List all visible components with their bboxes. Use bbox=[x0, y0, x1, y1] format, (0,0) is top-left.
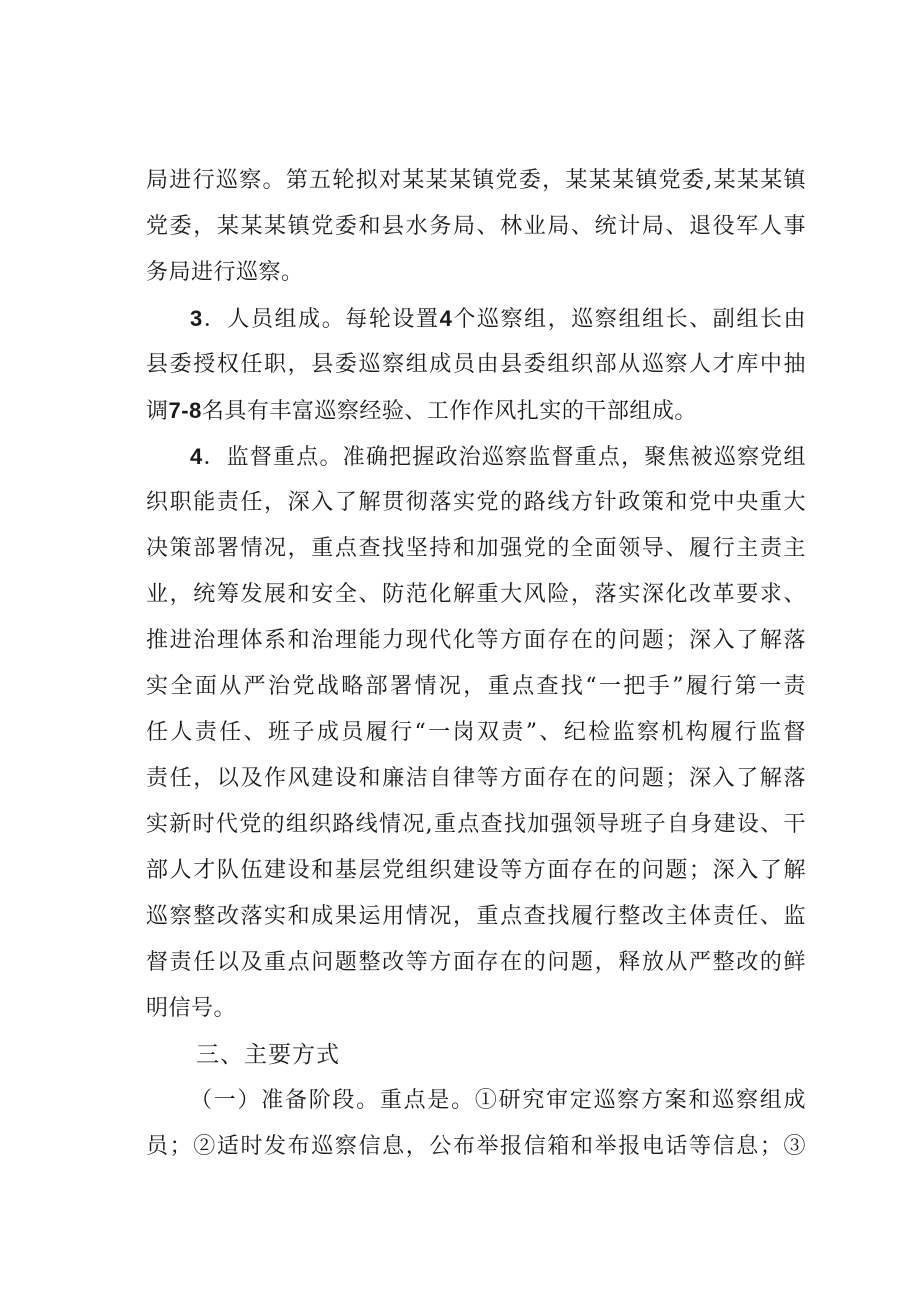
group-count: 4 bbox=[439, 306, 453, 331]
paragraph-line: 业，统筹发展和安全、防范化解重大风险，落实深化改革要求、 bbox=[146, 582, 806, 607]
paragraph-line: 督责任以及重点问题整改等方面存在的问题，释放从严整改的鲜 bbox=[146, 950, 806, 975]
item-number: 3 bbox=[190, 306, 203, 331]
paragraph-line: 县委授权任职，县委巡察组成员由县委组织部从巡察人才库中抽 bbox=[146, 352, 806, 377]
paragraph-line: 实全面从严治党战略部署情况，重点查找“一把手”履行第一责 bbox=[146, 674, 806, 699]
staff-count: 7-8 bbox=[168, 398, 202, 423]
document-page bbox=[146, 158, 806, 1170]
paragraph-text: 个巡察组，巡察组组长、副组长由 bbox=[452, 307, 806, 332]
paragraph-line: 责任，以及作风建设和廉洁自律等方面存在的问题；深入了解落 bbox=[146, 766, 806, 791]
paragraph-line: 织职能责任，深入了解贯彻落实党的路线方针政策和党中央重大 bbox=[146, 490, 806, 515]
paragraph-text: ．监督重点。准确把握政治巡察监督重点，聚焦被巡察党组 bbox=[202, 445, 806, 470]
paragraph-line: 任人责任、班子成员履行“一岗双责”、纪检监察机构履行监督 bbox=[146, 720, 806, 745]
paragraph-line: 明信号。 bbox=[146, 996, 237, 1021]
paragraph-text: ．人员组成。每轮设置 bbox=[202, 307, 440, 332]
paragraph-line: 部人才队伍建设和基层党组织建设等方面存在的问题；深入了解 bbox=[146, 858, 806, 883]
paragraph-line: （一）准备阶段。重点是。①研究审定巡察方案和巡察组成 bbox=[190, 1088, 806, 1113]
paragraph-text: 名具有丰富巡察经验、工作作风扎实的干部组成。 bbox=[201, 399, 697, 424]
paragraph-line: 党委，某某某镇党委和县水务局、林业局、统计局、退役军人事 bbox=[146, 214, 806, 239]
paragraph-text: 调 bbox=[146, 399, 169, 424]
item-number: 4 bbox=[190, 444, 203, 469]
paragraph-3-line-1 bbox=[146, 296, 806, 342]
paragraph-3-line-3 bbox=[146, 388, 806, 434]
paragraph-4-line-1 bbox=[146, 434, 806, 480]
section-heading: 三、主要方式 bbox=[196, 1042, 340, 1068]
paragraph-line: 实新时代党的组织路线情况,重点查找加强领导班子自身建设、干 bbox=[146, 812, 806, 837]
paragraph-line: 巡察整改落实和成果运用情况，重点查找履行整改主体责任、监 bbox=[146, 904, 806, 929]
paragraph-line: 务局进行巡察。 bbox=[146, 260, 304, 285]
paragraph-line: 推进治理体系和治理能力现代化等方面存在的问题；深入了解落 bbox=[146, 628, 806, 653]
paragraph-line: 员；②适时发布巡察信息，公布举报信箱和举报电话等信息；③ bbox=[146, 1134, 806, 1159]
paragraph-line: 决策部署情况，重点查找坚持和加强党的全面领导、履行主责主 bbox=[146, 536, 806, 561]
paragraph-line: 局进行巡察。第五轮拟对某某某镇党委，某某某镇党委,某某某镇 bbox=[146, 168, 806, 193]
